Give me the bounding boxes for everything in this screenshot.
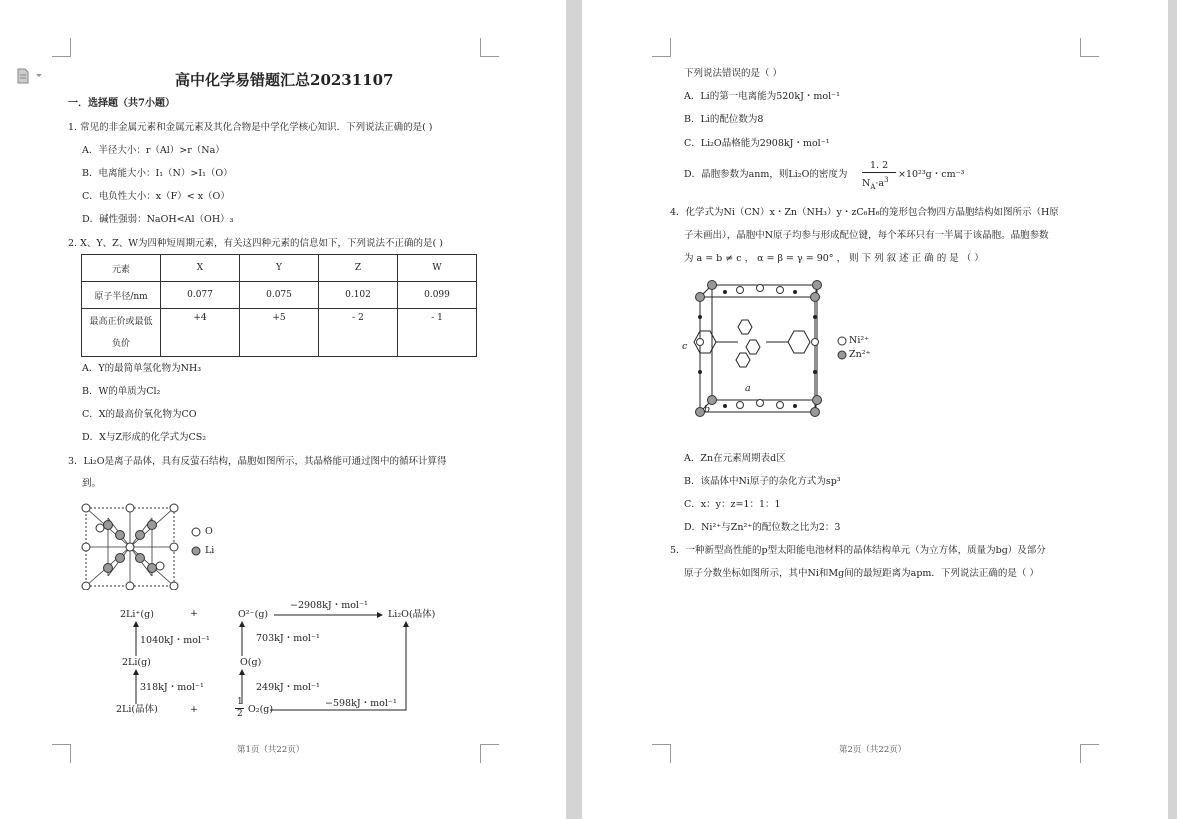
q3-option-c: C．Li₂O晶格能为2908kJ・mol⁻¹ [684, 138, 830, 149]
table-header-cell: Y [240, 255, 319, 282]
density-unit: ×10²³g・cm⁻³ [898, 169, 965, 180]
q1-option-b: B．电离能大小：I₁（N）>I₁（O） [82, 168, 233, 179]
table-cell: 0.099 [398, 282, 477, 309]
zinc-legend-icon [836, 349, 848, 361]
section-heading: 一．选择题（共7小题） [68, 98, 175, 109]
cycle-li-gas: 2Li(g) [122, 657, 151, 668]
q4-option-a: A．Zn在元素周期表d区 [684, 453, 786, 464]
cycle-li-ion: 2Li⁺(g) [120, 609, 154, 620]
table-header-cell: 元素 [82, 255, 161, 282]
question-5-stem: 5．一种新型高性能的p型太阳能电池材料的晶体结构单元（为立方体，质量为bg）及部分 [670, 545, 1046, 556]
document-page-1 [0, 0, 566, 819]
table-header-cell: Z [319, 255, 398, 282]
cycle-electron-affinity: 703kJ・mol⁻¹ [256, 633, 320, 644]
page-gutter [566, 0, 582, 819]
corner-mark [1080, 38, 1099, 57]
axis-b-label: b [704, 404, 711, 415]
nickel-legend-icon [836, 335, 848, 347]
cycle-product: Li₂O(晶体) [388, 609, 436, 620]
element-table [81, 254, 477, 357]
density-denominator [862, 174, 889, 194]
q4-option-c: C．x：y：z=1：1：1 [684, 499, 781, 510]
density-den-tail: ·a [875, 178, 885, 190]
density-numerator: 1. 2 [870, 160, 889, 171]
table-cell: 0.102 [319, 282, 398, 309]
q3-continuation-stem: 下列说法错误的是（ ） [684, 68, 783, 79]
cycle-dissociation: 249kJ・mol⁻¹ [256, 682, 320, 693]
table-row-label: 原子半径/nm [82, 282, 161, 309]
table-header-cell: X [161, 255, 240, 282]
cycle-o2-gas: O₂(g) [248, 704, 274, 715]
legend-ni-label: Ni²⁺ [849, 335, 870, 346]
legend-o-label: O [205, 526, 213, 537]
page-footer: 第2页（共22页） [839, 745, 907, 755]
q2-option-a: A．Y的最简单氢化物为NH₃ [82, 363, 202, 374]
corner-mark [52, 744, 71, 763]
q2-option-d: D．X与Z形成的化学式为CS₂ [82, 432, 207, 443]
lithium-legend-icon [190, 545, 202, 557]
table-header-cell: W [398, 255, 477, 282]
corner-mark [480, 744, 499, 763]
row-label-line: 最高正价或最低 [89, 316, 153, 327]
q3-option-b: B．Li的配位数为8 [684, 114, 764, 125]
question-2-stem: 2. X、Y、Z、W为四种短周期元素，有关这四种元素的信息如下，下列说法不正确的是( ) [68, 238, 443, 249]
corner-mark [652, 38, 671, 57]
question-4-stem-cont: 为 a = b ≠ c ， α = β = γ = 90° ， 则 下 列 叙 述 正 确 的 是 （ ） [684, 253, 984, 264]
cycle-lattice-energy: −2908kJ・mol⁻¹ [290, 600, 368, 611]
q4-option-d: D．Ni²⁺与Zn²⁺的配位数之比为2：3 [684, 522, 841, 533]
cycle-ionization-energy: 1040kJ・mol⁻¹ [140, 635, 210, 646]
right-gutter [1168, 0, 1177, 819]
question-1-stem: 1. 常见的非金属元素和金属元素及其化合物是中学化学核心知识．下列说法正确的是( ) [68, 122, 433, 133]
cycle-half-numerator: 1 [237, 697, 243, 707]
cycle-formation-enthalpy: −598kJ・mol⁻¹ [325, 698, 397, 709]
table-cell: +4 [161, 309, 240, 357]
corner-mark [1080, 744, 1099, 763]
table-cell: +5 [240, 309, 319, 357]
table-row-label [82, 309, 161, 357]
question-4-stem: 4．化学式为Ni（CN）x・Zn（NH₃）y・zC₆H₆的笼形包合物四方晶胞结构如图所示（H原 [670, 207, 1059, 218]
question-5-stem-cont: 原子分数坐标如图所示，其中Ni和Mg间的最短距离为apm．下列说法正确的是（ ） [684, 568, 1039, 579]
q4-option-b: B．该晶体中Ni原子的杂化方式为sp³ [684, 476, 841, 487]
q3-option-d-text: D．晶胞参数为anm，则Li₂O的密度为 [684, 169, 848, 180]
li2o-unit-cell-diagram [80, 500, 180, 590]
oxygen-legend-icon [190, 526, 202, 538]
question-4-stem-cont: 子未画出），晶胞中N原子均参与形成配位键，每个苯环只有一半属于该晶胞。晶胞参数 [684, 230, 1049, 241]
density-den-sub: A [870, 183, 876, 192]
axis-a-label: a [745, 383, 751, 394]
cycle-plus: + [190, 704, 198, 715]
cycle-li-solid: 2Li(晶体) [116, 704, 158, 715]
legend-zn-label: Zn²⁺ [849, 349, 871, 360]
cycle-half-denominator: 2 [237, 709, 243, 719]
question-3-stem: 3．Li₂O是离子晶体，具有反萤石结构，晶胞如图所示，其晶格能可通过图中的循环计算得 [68, 456, 447, 467]
table-cell: - 1 [398, 309, 477, 357]
page-footer: 第1页（共22页） [237, 745, 305, 755]
q1-option-a: A．半径大小：r（Al）>r（Na） [82, 145, 225, 156]
q2-option-b: B．W的单质为Cl₂ [82, 386, 161, 397]
cycle-sublimation: 318kJ・mol⁻¹ [140, 682, 204, 693]
density-den-sup: 3 [884, 176, 889, 184]
row-label-line: 负价 [111, 338, 130, 349]
axis-c-label: c [682, 341, 688, 352]
q2-option-c: C．X的最高价氧化物为CO [82, 409, 197, 420]
page-title: 高中化学易错题汇总20231107 [175, 71, 394, 89]
table-cell: - 2 [319, 309, 398, 357]
table-cell: 0.075 [240, 282, 319, 309]
cycle-o-gas: O(g) [240, 657, 262, 668]
corner-mark [52, 38, 71, 57]
clathrate-unit-cell-diagram [680, 272, 830, 422]
q1-option-d: D．碱性强弱：NaOH<Al（OH）₃ [82, 214, 234, 225]
legend-li-label: Li [205, 545, 215, 556]
question-3-stem-cont: 到。 [82, 478, 102, 489]
cycle-o-ion: O²⁻(g) [238, 609, 269, 620]
document-page-2 [582, 0, 1168, 819]
table-cell: 0.077 [161, 282, 240, 309]
density-den-n: N [862, 178, 871, 190]
q3-option-a: A．Li的第一电离能为520kJ・mol⁻¹ [684, 91, 840, 102]
corner-mark [652, 744, 671, 763]
fraction-bar [862, 172, 896, 173]
cycle-plus: + [190, 608, 198, 619]
document-outline-icon[interactable] [16, 68, 46, 84]
q1-option-c: C．电负性大小：x（F）< x（O） [82, 191, 230, 202]
corner-mark [480, 38, 499, 57]
